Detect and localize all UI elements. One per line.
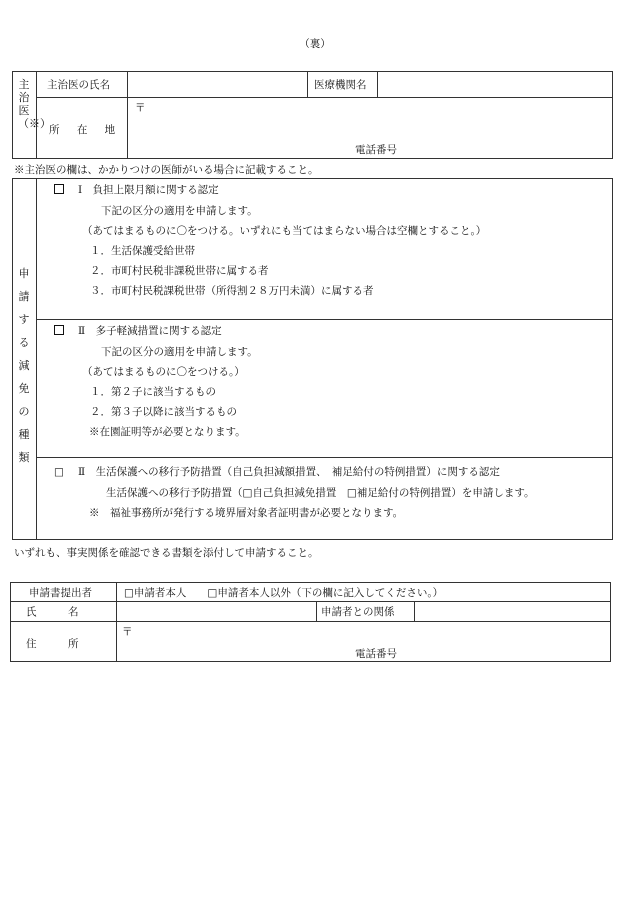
- physician-phone-label: 電話番号: [355, 144, 397, 156]
- section2-item-1[interactable]: １．第２子に該当するもの: [90, 386, 216, 398]
- physician-name-label: 主治医の氏名: [47, 79, 110, 91]
- relation-field[interactable]: [415, 602, 610, 620]
- section1-checkbox[interactable]: [54, 183, 66, 197]
- section1-title: Ⅰ 負担上限月額に関する認定: [78, 184, 219, 196]
- institution-label: 医療機関名: [314, 79, 367, 91]
- institution-field[interactable]: [378, 72, 612, 96]
- relation-label: 申請者との関係: [321, 606, 395, 618]
- section1-item-1[interactable]: １．生活保護受給世帯: [90, 245, 195, 257]
- section1-line2: （あてはまるものに〇をつける。いずれにも当てはまらない場合は空欄とすること。）: [82, 225, 487, 237]
- section2-checkbox[interactable]: [54, 324, 66, 338]
- physician-name-field[interactable]: [128, 72, 306, 96]
- attach-note: いずれも、事実関係を確認できる書類を添付して申請すること。: [14, 547, 319, 559]
- physician-note: ※主治医の欄は、かかりつけの医師がいる場合に記載すること。: [14, 164, 319, 176]
- section3-title: Ⅱ 生活保護への移行予防措置（自己負担減額措置、 補足給付の特例措置）に関する認定: [78, 466, 500, 478]
- physician-address-label: 所 在 地: [49, 124, 116, 136]
- section2-title: Ⅱ 多子軽減措置に関する認定: [78, 325, 222, 337]
- section2-note: ※在園証明等が必要となります。: [89, 426, 246, 438]
- page-header: （裏）: [299, 38, 331, 50]
- submitter-phone-label: 電話番号: [355, 648, 397, 660]
- section3-line1: 生活保護への移行予防措置（□自己負担減免措置 □補足給付の特例措置）を申請します。: [106, 487, 535, 499]
- checkbox-icon: [54, 184, 64, 194]
- submitter-label: 申請書提出者: [29, 587, 92, 599]
- section1-item-3[interactable]: ３．市町村民税課税世帯（所得割２８万円未満）に属する者: [90, 285, 374, 297]
- submitter-name-field[interactable]: [117, 602, 315, 620]
- physician-postal-mark: 〒: [135, 102, 146, 114]
- section3-note: ※ 福祉事務所が発行する境界層対象者証明書が必要となります。: [89, 507, 404, 519]
- section1-item-2[interactable]: ２．市町村民税非課税世帯に属する者: [90, 265, 269, 277]
- section3-checkbox[interactable]: □: [54, 466, 64, 478]
- submitter-options[interactable]: □申請者本人 □申請者本人以外（下の欄に記入してください。）: [124, 587, 444, 599]
- section1-line1: 下記の区分の適用を申請します。: [101, 205, 258, 217]
- section2-line2: （あてはまるものに〇をつける。）: [82, 366, 245, 378]
- submitter-address-label: 住 所: [26, 638, 79, 650]
- checkbox-icon: [54, 325, 64, 335]
- reduction-side-label: 申請する減免の種類: [18, 267, 30, 464]
- physician-side-label: 主治医（※）: [18, 78, 51, 130]
- section2-line1: 下記の区分の適用を申請します。: [101, 346, 258, 358]
- submitter-postal-mark: 〒: [122, 626, 133, 638]
- section2-item-2[interactable]: ２．第３子以降に該当するもの: [90, 406, 237, 418]
- submitter-name-label: 氏 名: [26, 606, 79, 618]
